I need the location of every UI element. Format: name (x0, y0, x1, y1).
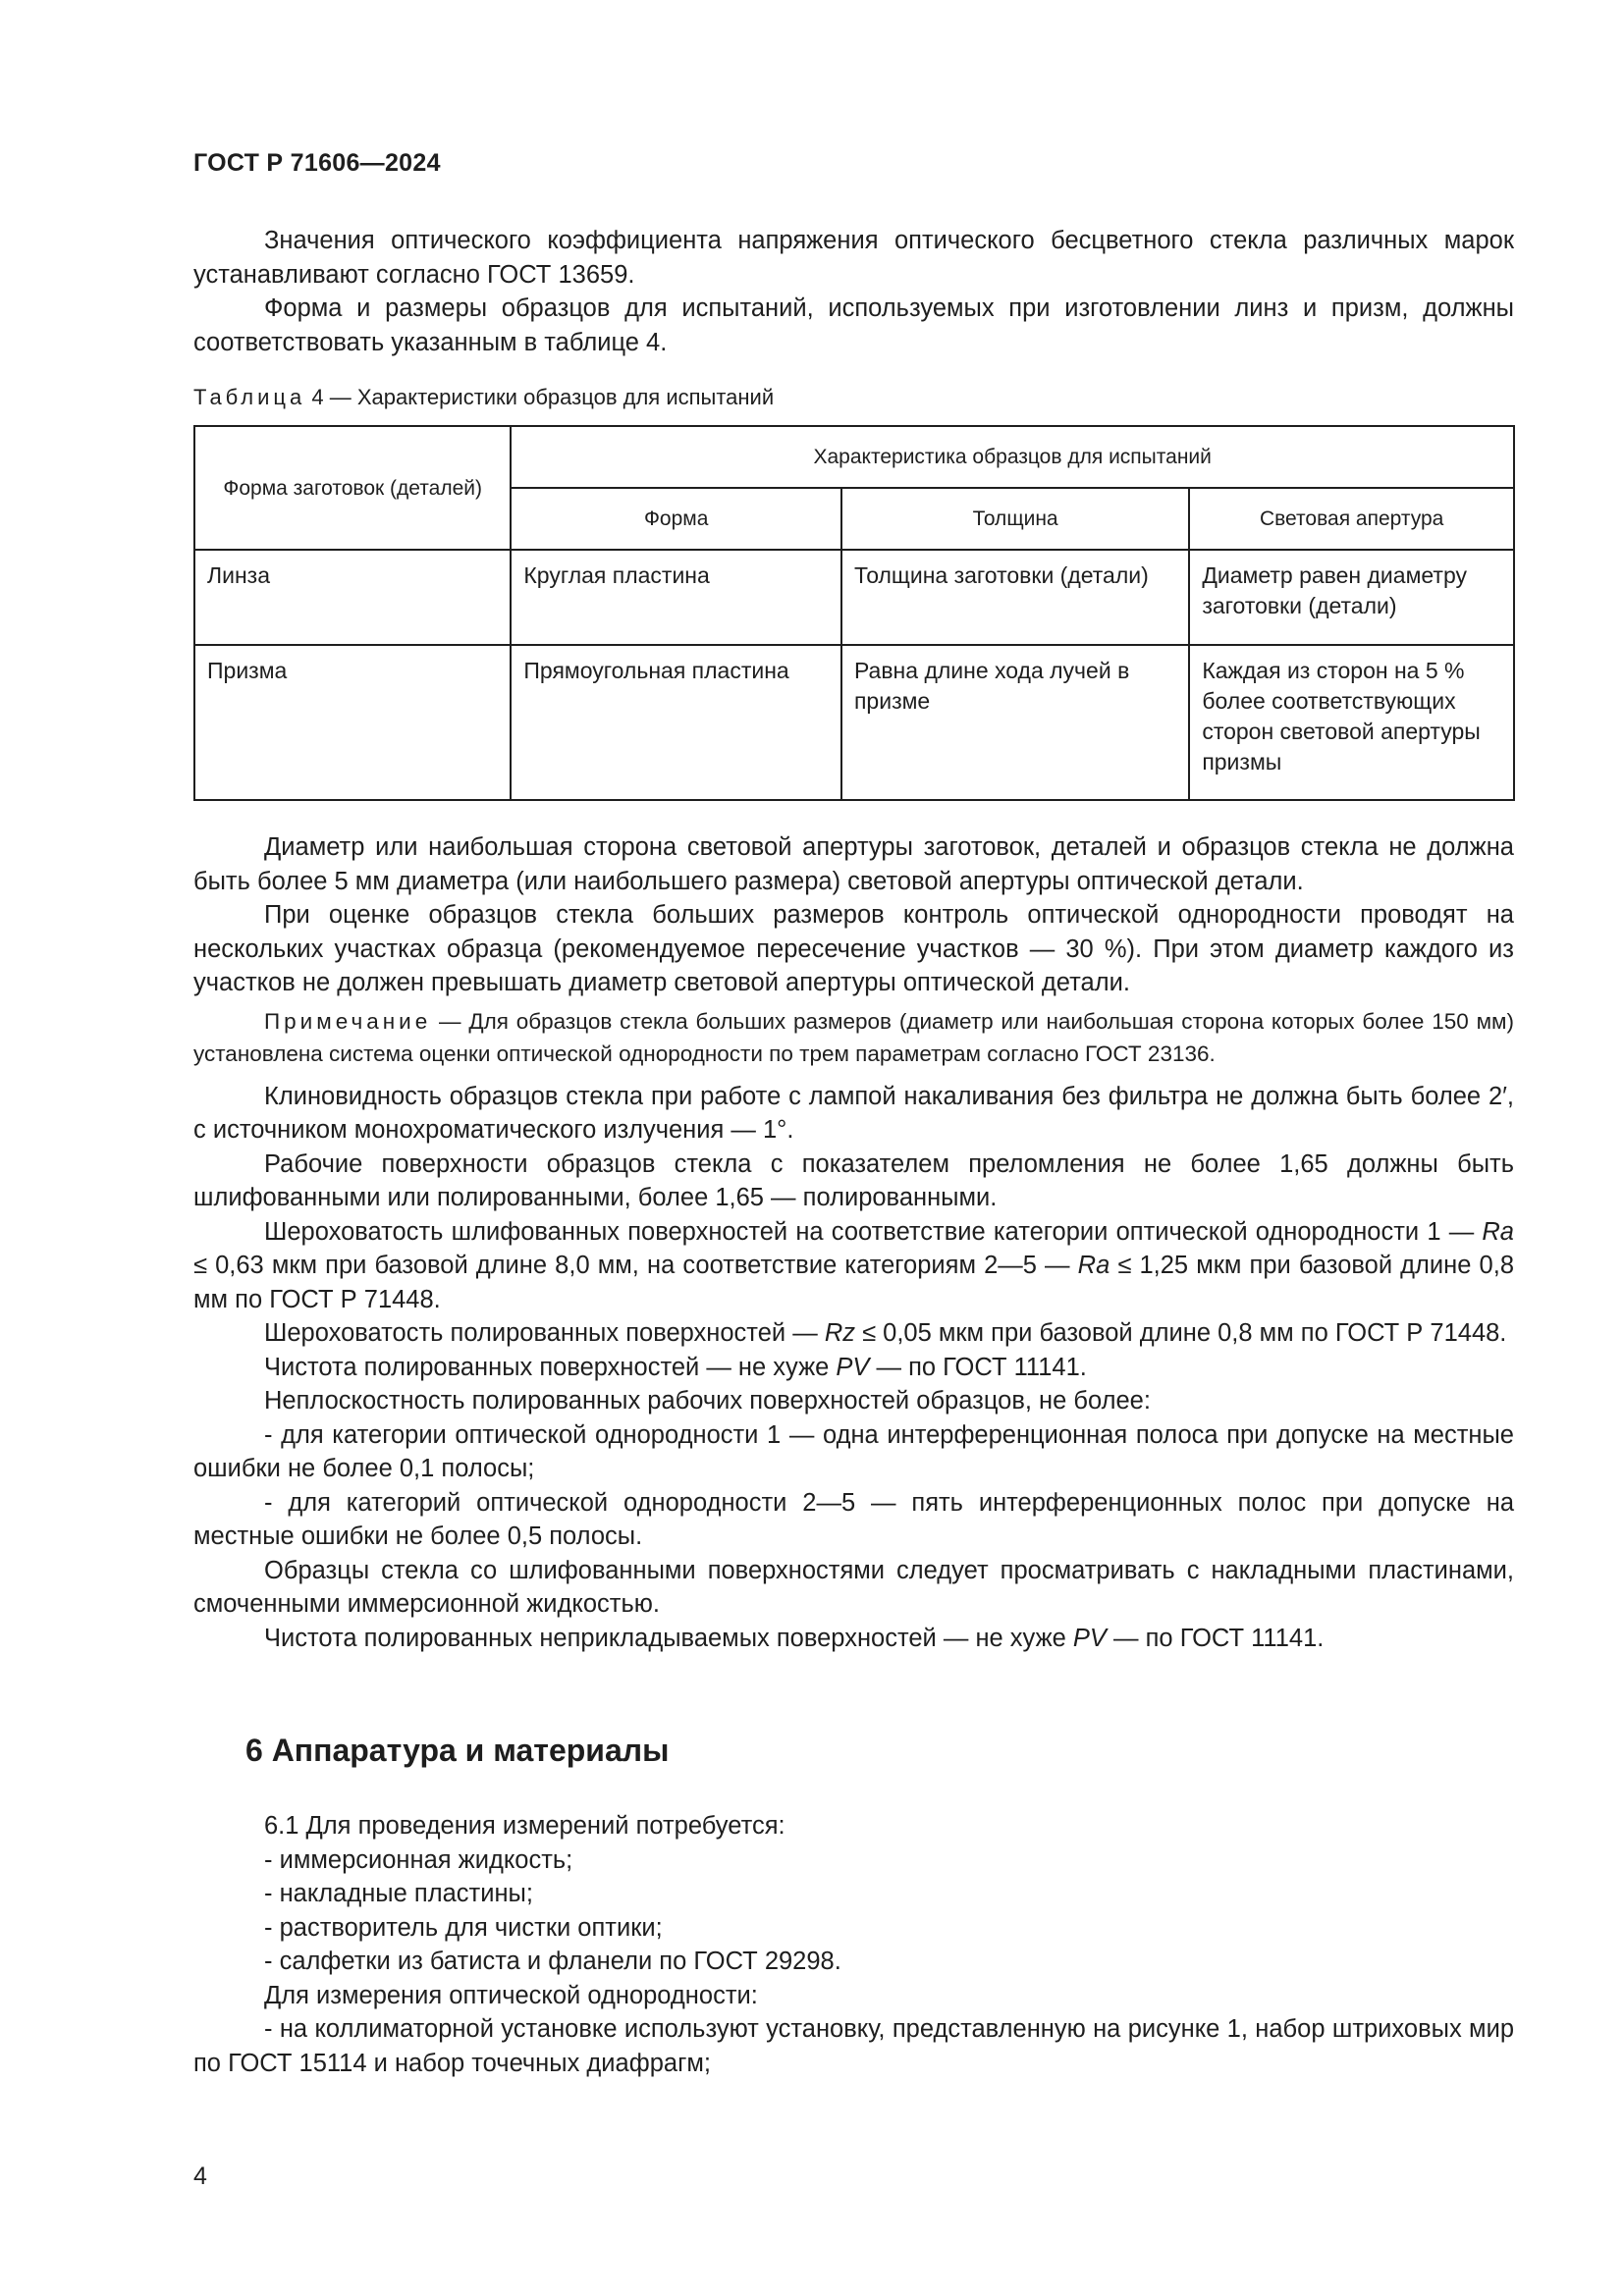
paragraph-polished-cleanliness: Чистота полированных поверхностей — не хуже PV — по ГОСТ 11141. (264, 1353, 1087, 1381)
cell-part: Линза (194, 550, 511, 645)
paragraph-homogeneity: Для измерения оптической однородности: (264, 1981, 758, 2009)
paragraph-stress-coefficient: Значения оптического коэффициента напряжения оптического бесцветного стекла различных марок устанавливают согласно ГОСТ 13659. (193, 227, 1514, 289)
section-6-block (193, 1809, 1514, 2080)
list-item: - на коллиматорной установке используют установку, представленную на рисунке 1, набор штриховых мир по ГОСТ 15114 и набор точечных диафрагм; (193, 2015, 1514, 2077)
header-aperture: Световая апертура (1189, 488, 1514, 550)
pv-symbol: PV (836, 1353, 870, 1381)
document-code-header: ГОСТ Р 71606—2024 (193, 149, 441, 177)
requirements-block (193, 830, 1514, 1655)
header-shape: Форма (511, 488, 841, 550)
cell-shape: Круглая пластина (511, 550, 841, 645)
note-label: Примечание (264, 1008, 432, 1034)
table-caption (193, 385, 774, 410)
pv-symbol: PV (1072, 1624, 1107, 1652)
list-item: - для категорий оптической однородности 2—5 — пять интерференционных полос при допуске на местные ошибки не более 0,5 полосы. (193, 1488, 1514, 1550)
table-caption-label: Таблица (193, 385, 306, 409)
table-caption-text: 4 — Характеристики образцов для испытаний (311, 385, 775, 409)
table-row (194, 550, 1514, 645)
paragraph-sample-shape: Форма и размеры образцов для испытаний, используемых при изготовлении линз и призм, должны соответствовать указанным в таблице 4. (193, 294, 1514, 356)
header-group-characteristics: Характеристика образцов для испытаний (511, 426, 1514, 488)
cell-aperture: Каждая из сторон на 5 % более соответствующих сторон световой апертуры призмы (1189, 645, 1514, 800)
cell-thickness: Толщина заготовки (детали) (841, 550, 1189, 645)
cell-aperture: Диаметр равен диаметру заготовки (детали) (1189, 550, 1514, 645)
note (193, 1005, 1514, 1070)
paragraph-6-1: 6.1 Для проведения измерений потребуется: (264, 1812, 785, 1840)
page-number: 4 (193, 2163, 207, 2190)
list-item: - для категории оптической однородности 1 — одна интерференционная полоса при допуске на местные ошибки не более 0,1 полосы; (193, 1420, 1514, 1482)
header-part-form: Форма заготовок (деталей) (194, 426, 511, 550)
intro-block (193, 224, 1514, 359)
rz-symbol: Rz (824, 1319, 855, 1347)
paragraph-ground-roughness: Шероховатость шлифованных поверхностей на соответствие категории оптической однородности 1 — Ra ≤ 0,63 мкм при базовой длине 8,0 мм, на соответствие категориям 2—5 — Ra ≤ 1,25 мкм при базовой длине 0,8 мм по ГОСТ Р 71448. (193, 1217, 1514, 1313)
paragraph-aperture-limit: Диаметр или наибольшая сторона световой апертуры заготовок, деталей и образцов стекла не должна быть более 5 мм диаметра (или наибольшего размера) световой апертуры оптической детали. (193, 833, 1514, 895)
note-text: — Для образцов стекла больших размеров (диаметр или наибольшая сторона которых более 150 мм) установлена система оценки оптической однородности по трем параметрам согласно ГОСТ 23136. (193, 1008, 1514, 1066)
paragraph-large-samples: При оценке образцов стекла больших размеров контроль оптической однородности проводят на нескольких участках образца (рекомендуемое пересечение участков — 30 %). При этом диаметр каждого из участков не должен превышать диаметр световой апертуры оптической детали. (193, 901, 1514, 996)
list-item: - салфетки из батиста и фланели по ГОСТ 29298. (264, 1948, 841, 1975)
paragraph-nonmating-cleanliness: Чистота полированных неприкладываемых поверхностей — не хуже PV — по ГОСТ 11141. (264, 1624, 1325, 1652)
paragraph-ground-samples: Образцы стекла со шлифованными поверхностями следует просматривать с накладными пластинами, смоченными иммерсионной жидкостью. (193, 1556, 1514, 1618)
list-item: - растворитель для чистки оптики; (264, 1913, 663, 1942)
list-item: - накладные пластины; (264, 1880, 533, 1907)
ra-symbol: Ra (1077, 1252, 1110, 1279)
cell-part: Призма (194, 645, 511, 800)
cell-thickness: Равна длине хода лучей в призме (841, 645, 1189, 800)
paragraph-working-surfaces: Рабочие поверхности образцов стекла с показателем преломления не более 1,65 должны быть шлифованными или полированными, более 1,65 — полированными. (193, 1149, 1514, 1211)
ra-symbol: Ra (1482, 1217, 1514, 1246)
header-thickness: Толщина (841, 488, 1189, 550)
paragraph-wedge: Клиновидность образцов стекла при работе с лампой накаливания без фильтра не должна быть более 2′, с источником монохроматического излучения — 1°. (193, 1082, 1514, 1144)
section-heading: 6 Аппаратура и материалы (245, 1733, 670, 1768)
table-row (194, 645, 1514, 800)
paragraph-flatness: Неплоскостность полированных рабочих поверхностей образцов, не более: (264, 1387, 1151, 1415)
paragraph-polished-roughness: Шероховатость полированных поверхностей — Rz ≤ 0,05 мкм при базовой длине 0,8 мм по ГОСТ Р 71448. (264, 1319, 1507, 1347)
table-4-sample-characteristics (193, 425, 1515, 801)
cell-shape: Прямоугольная пластина (511, 645, 841, 800)
list-item: - иммерсионная жидкость; (264, 1845, 573, 1874)
